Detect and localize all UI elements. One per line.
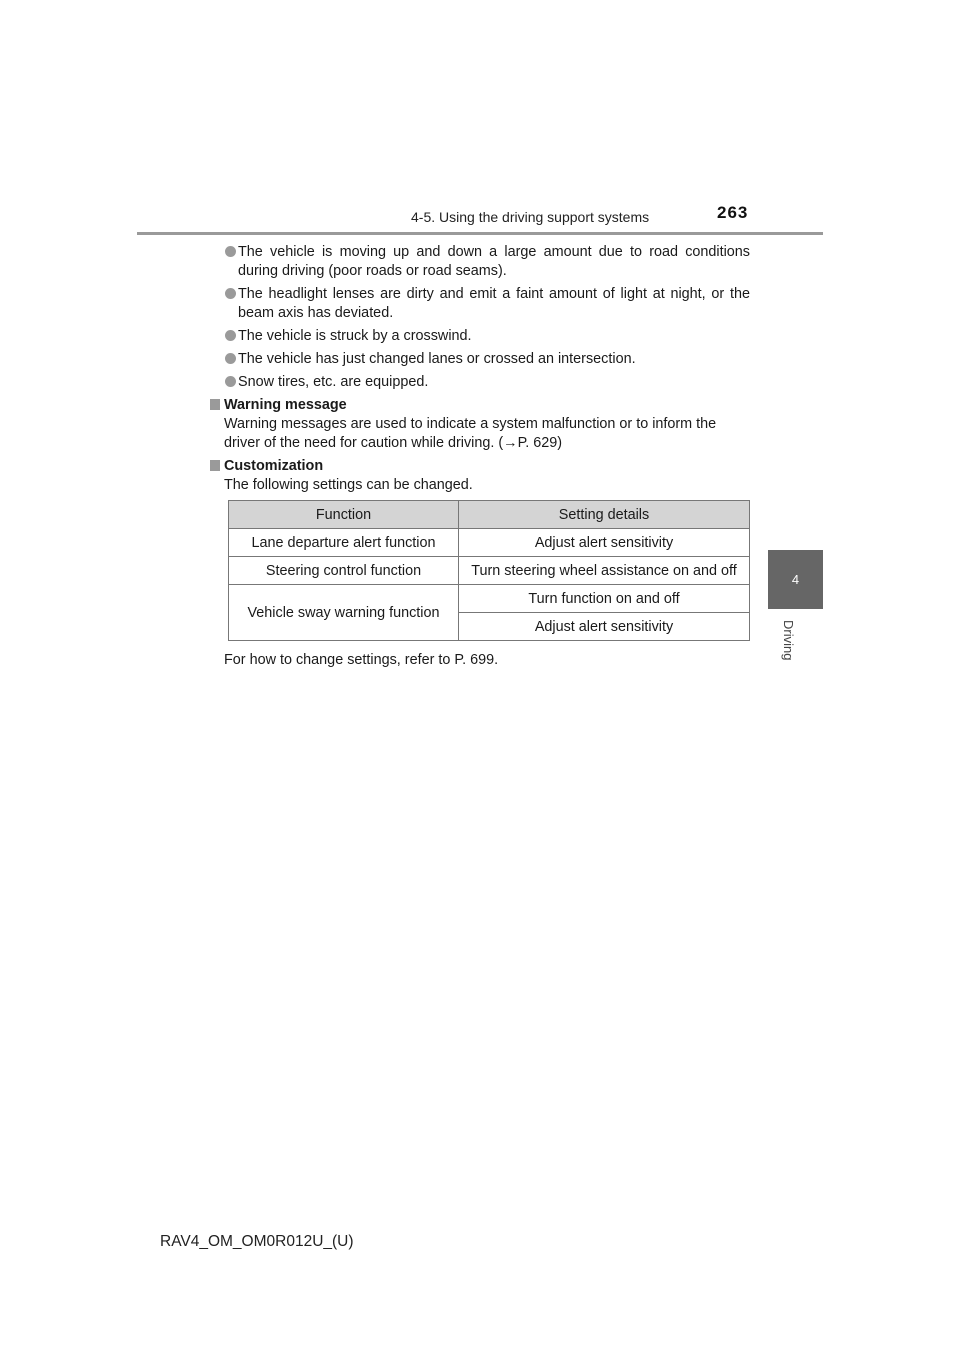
table-row — [229, 529, 750, 557]
bullet-text: Snow tires, etc. are equipped. — [238, 374, 429, 390]
warning-section — [210, 396, 750, 453]
bullet-text: The vehicle has just changed lanes or crossed an intersection. — [238, 351, 636, 367]
table-cell: Lane departure alert function — [229, 529, 459, 557]
chapter-tab — [768, 550, 823, 609]
main-content — [210, 243, 750, 499]
bullet-circle-icon — [225, 330, 236, 341]
bullet-text: The headlight lenses are dirty and emit a faint amount of light at night, or the beam axis has deviated. — [238, 286, 750, 321]
bullet-circle-icon — [225, 246, 236, 257]
bullet-text: The vehicle is struck by a crosswind. — [238, 328, 472, 344]
chapter-tab-number: 4 — [791, 572, 800, 587]
table-cell: Steering control function — [229, 557, 459, 585]
bullet-circle-icon — [225, 353, 236, 364]
customization-section-title: Customization — [224, 458, 324, 474]
bullet-item — [210, 327, 750, 346]
table-header-row — [229, 501, 750, 529]
warning-section-title: Warning message — [224, 397, 347, 413]
table-cell: Adjust alert sensitivity — [459, 613, 750, 641]
page-number: 263 — [717, 203, 749, 222]
warning-section-body — [210, 415, 750, 453]
table-cell: Vehicle sway warning function — [229, 585, 459, 641]
bullet-item — [210, 373, 750, 392]
table-header-cell: Setting details — [459, 501, 750, 529]
bullet-item — [210, 243, 750, 281]
settings-reference-text: For how to change settings, refer to P. 699. — [224, 652, 499, 668]
bullet-circle-icon — [225, 376, 236, 387]
header-rule — [137, 232, 823, 235]
table-cell: Turn steering wheel assistance on and off — [459, 557, 750, 585]
square-marker-icon — [210, 460, 220, 471]
bullet-circle-icon — [225, 288, 236, 299]
footer-document-code: RAV4_OM_OM0R012U_(U) — [160, 1233, 354, 1250]
square-marker-icon — [210, 399, 220, 410]
settings-table — [228, 500, 750, 641]
table-header-cell: Function — [229, 501, 459, 529]
table-row — [229, 557, 750, 585]
bullet-text: The vehicle is moving up and down a large amount due to road conditions during driving (poor roads or road seams). — [238, 244, 750, 279]
arrow-icon: → — [503, 435, 518, 451]
header-section-title: 4-5. Using the driving support systems — [411, 209, 650, 225]
customization-section — [210, 457, 750, 495]
page-reference-link[interactable]: P. 629) — [517, 435, 563, 451]
customization-section-body: The following settings can be changed. — [224, 477, 473, 493]
table-cell: Adjust alert sensitivity — [459, 529, 750, 557]
bullet-item — [210, 350, 750, 369]
table-row — [229, 585, 750, 613]
table-cell: Turn function on and off — [459, 585, 750, 613]
warning-text: Warning messages are used to indicate a system malfunction or to inform the driver of the need for caution while driving. ( — [224, 416, 717, 451]
bullet-item — [210, 285, 750, 323]
chapter-tab-label: Driving — [781, 620, 796, 661]
